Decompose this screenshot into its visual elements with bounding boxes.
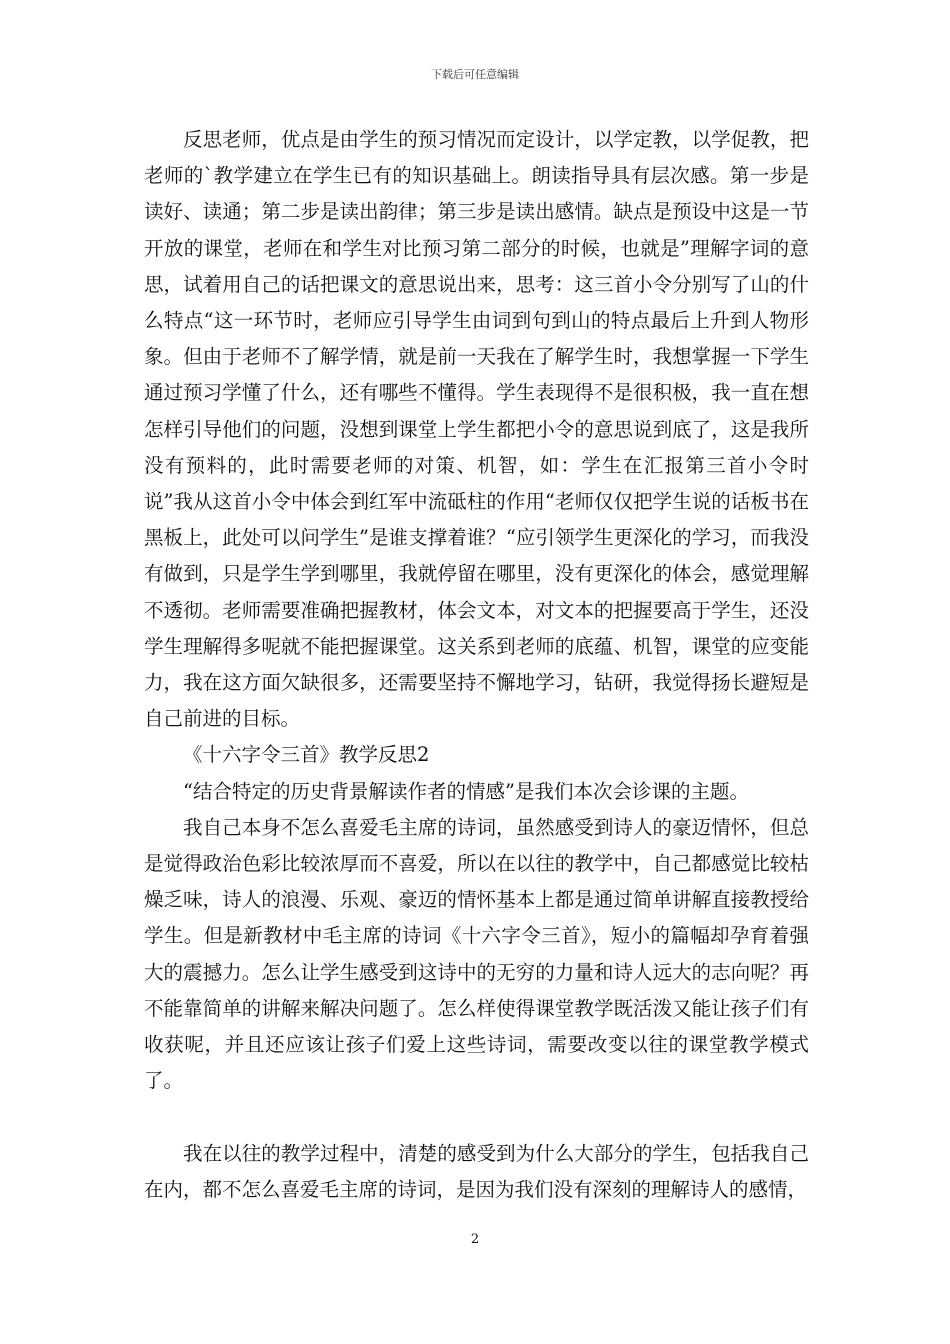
paragraph-past-teaching: 我在以往的教学过程中，清楚的感受到为什么大部分的学生，包括我自己在内，都不怎么喜爱毛主席的诗词，是因为我们没有深刻的理解诗人的感情， xyxy=(144,1141,809,1201)
section-title: 《十六字令三首》教学反思2 xyxy=(183,743,430,767)
paragraph-reflection: 反思老师，优点是由学生的预习情况而定设计，以学定教，以学促教，把老师的`教学建立在学生已有的知识基础上。朗读指导具有层次感。第一步是读好、读通；第二步是读出韵律；第三步是读出感情。缺点是预设中这是一节开放的课堂，老师在和学生对比预习第二部分的时候，也就是”理解字词的意思，试着用自己的话把课文的意思说出来，思考：这三首小令分别写了山的什么特点“这一环节时，老师应引导学生由词到句到山的特点最后上升到人物形象。但由于老师不了解学情，就是前一天我在了解学生时，我想掌握一下学生通过预习学懂了什么，还有哪些不懂得。学生表现得不是很积极，我一直在想怎样引导他们的问题，没想到课堂上学生都把小令的意思说到底了，这是我所没有预料的，此时需要老师的对策、机智，如：学生在汇报第三首小令时说”我从这首小令中体会到红军中流砥柱的作用“老师仅仅把学生说的话板书在黑板上，此处可以问学生”是谁支撑着谁？“应引领学生更深化的学习，而我没有做到，只是学生学到哪里，我就停留在哪里，没有更深化的体会，感觉理解不透彻。老师需要准确把握教材，体会文本，对文本的把握要高于学生，还没学生理解得多呢就不能把握课堂。这关系到老师的底蕴、机智，课堂的应变能力，我在这方面欠缺很多，还需要坚持不懈地学习，钻研，我觉得扬长避短是自己前进的目标。 xyxy=(144,128,809,731)
paragraph-personal: 我自己本身不怎么喜爱毛主席的诗词，虽然感受到诗人的豪迈情怀，但总是觉得政治色彩比较浓厚而不喜爱，所以在以往的教学中，自己都感觉比较枯燥乏味，诗人的浪漫、乐观、豪迈的情怀基本上都是通过简单讲解直接教授给学生。但是新教材中毛主席的诗词《十六字令三首》，短小的篇幅却孕育着强大的震撼力。怎么让学生感受到这诗中的无穷的力量和诗人远大的志向呢？再不能靠简单的讲解来解决问题了。怎么样使得课堂教学既活泼又能让孩子们有收获呢，并且还应该让孩子们爱上这些诗词，需要改变以往的课堂教学模式了。 xyxy=(144,815,809,1093)
blank-line xyxy=(144,1099,809,1135)
document-body xyxy=(144,122,809,1208)
page-number: 2 xyxy=(470,1232,480,1247)
paragraph-theme: “结合特定的历史背景解读作者的情感”是我们本次会诊课的主题。 xyxy=(183,779,749,803)
page-header: 下载后可任意编辑 xyxy=(431,68,519,81)
